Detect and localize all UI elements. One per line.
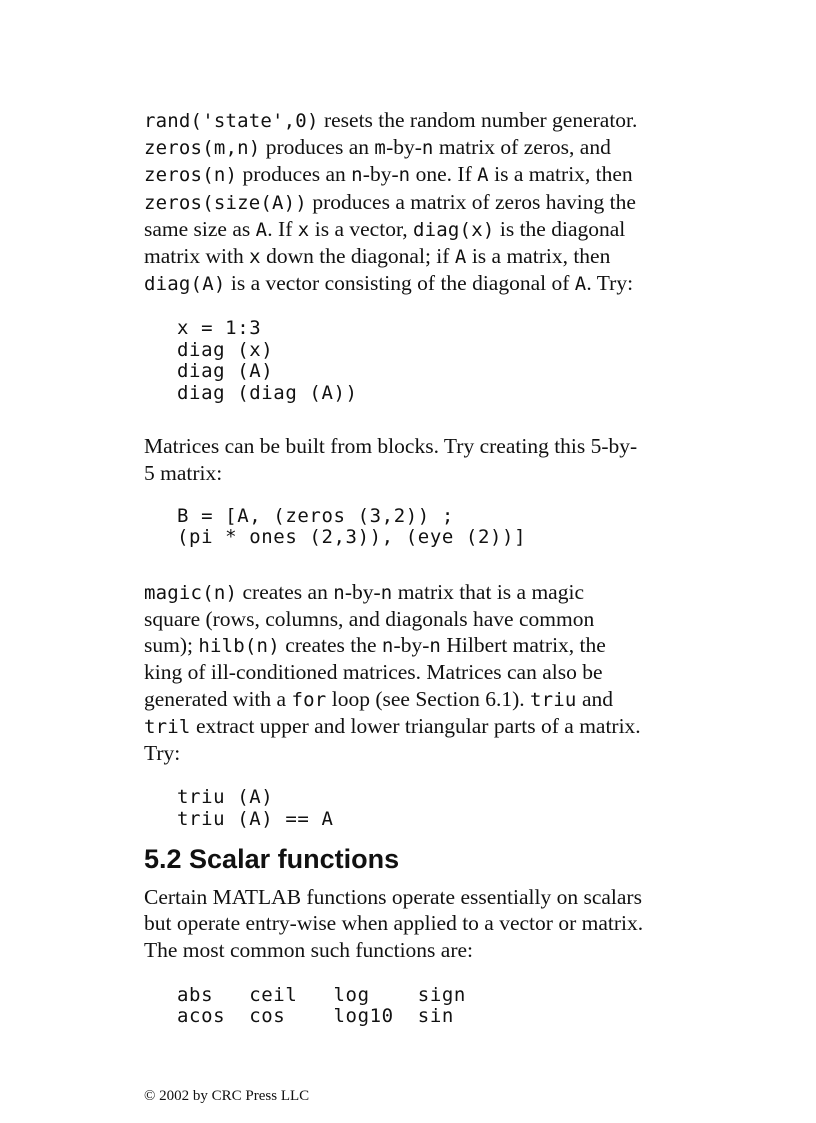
page-content	[144, 107, 684, 1028]
code-block-triu: triu (A) triu (A) == A	[177, 786, 334, 830]
code-zeros-size: zeros(size(A))	[144, 191, 307, 214]
copyright-footer: © 2002 by CRC Press LLC	[144, 1088, 310, 1104]
code-rand-state: rand('state',0)	[144, 110, 319, 132]
code-block-build-matrix: B = [A, (zeros (3,2)) ; (pi * ones (2,3)), (eye (2))]	[177, 504, 527, 549]
paragraph-random-zeros-diag: rand('state',0) resets the random number generator. zeros(m,n) produces an m-by-n matrix of zeros, and zeros(n) produces an n-by-n one. If A is a matrix, then zeros(size(A)) produces a matrix of zeros having the same size as A. If x is a vector, diag(x) is the diagonal matrix with x down the diagonal; if A is a matrix, then diag(A) is a vector consisting of the diagonal of A. Try:	[144, 108, 638, 296]
section-heading: 5.2 Scalar functions	[144, 844, 400, 875]
code-zeros-n: zeros(n)	[144, 164, 238, 187]
code-diag-a: diag(A)	[144, 273, 226, 296]
paragraph-scalar-functions: Certain MATLAB functions operate essentially on scalars but operate entry-wise when applied to a vector or matrix. The most common such functions are:	[144, 885, 644, 962]
code-magic-n: magic(n)	[144, 581, 238, 604]
code-block-diag: x = 1:3 diag (x) diag (A) diag (diag (A))	[177, 317, 358, 404]
paragraph-magic-hilb: magic(n) creates an n-by-n matrix that is a magic square (rows, columns, and diagonals have common sum); hilb(n) creates the n-by-n Hilbert matrix, the king of ill-conditioned matrices. Matrices can also be generated with a for loop (see Section 6.1). triu and tril extract upper and lower triangular parts of a matrix. Try:	[144, 579, 641, 766]
code-diag-x: diag(x)	[413, 218, 495, 241]
paragraph-blocks: Matrices can be built from blocks. Try creating this 5-by- 5 matrix:	[144, 434, 638, 485]
code-hilb-n: hilb(n)	[198, 635, 280, 658]
code-for: for	[291, 688, 327, 711]
code-triu: triu	[530, 688, 577, 711]
code-zeros-mn: zeros(m,n)	[144, 137, 261, 160]
code-tril: tril	[144, 715, 191, 738]
code-block-function-list: abs ceil log sign acos cos log10 sin	[177, 983, 466, 1028]
